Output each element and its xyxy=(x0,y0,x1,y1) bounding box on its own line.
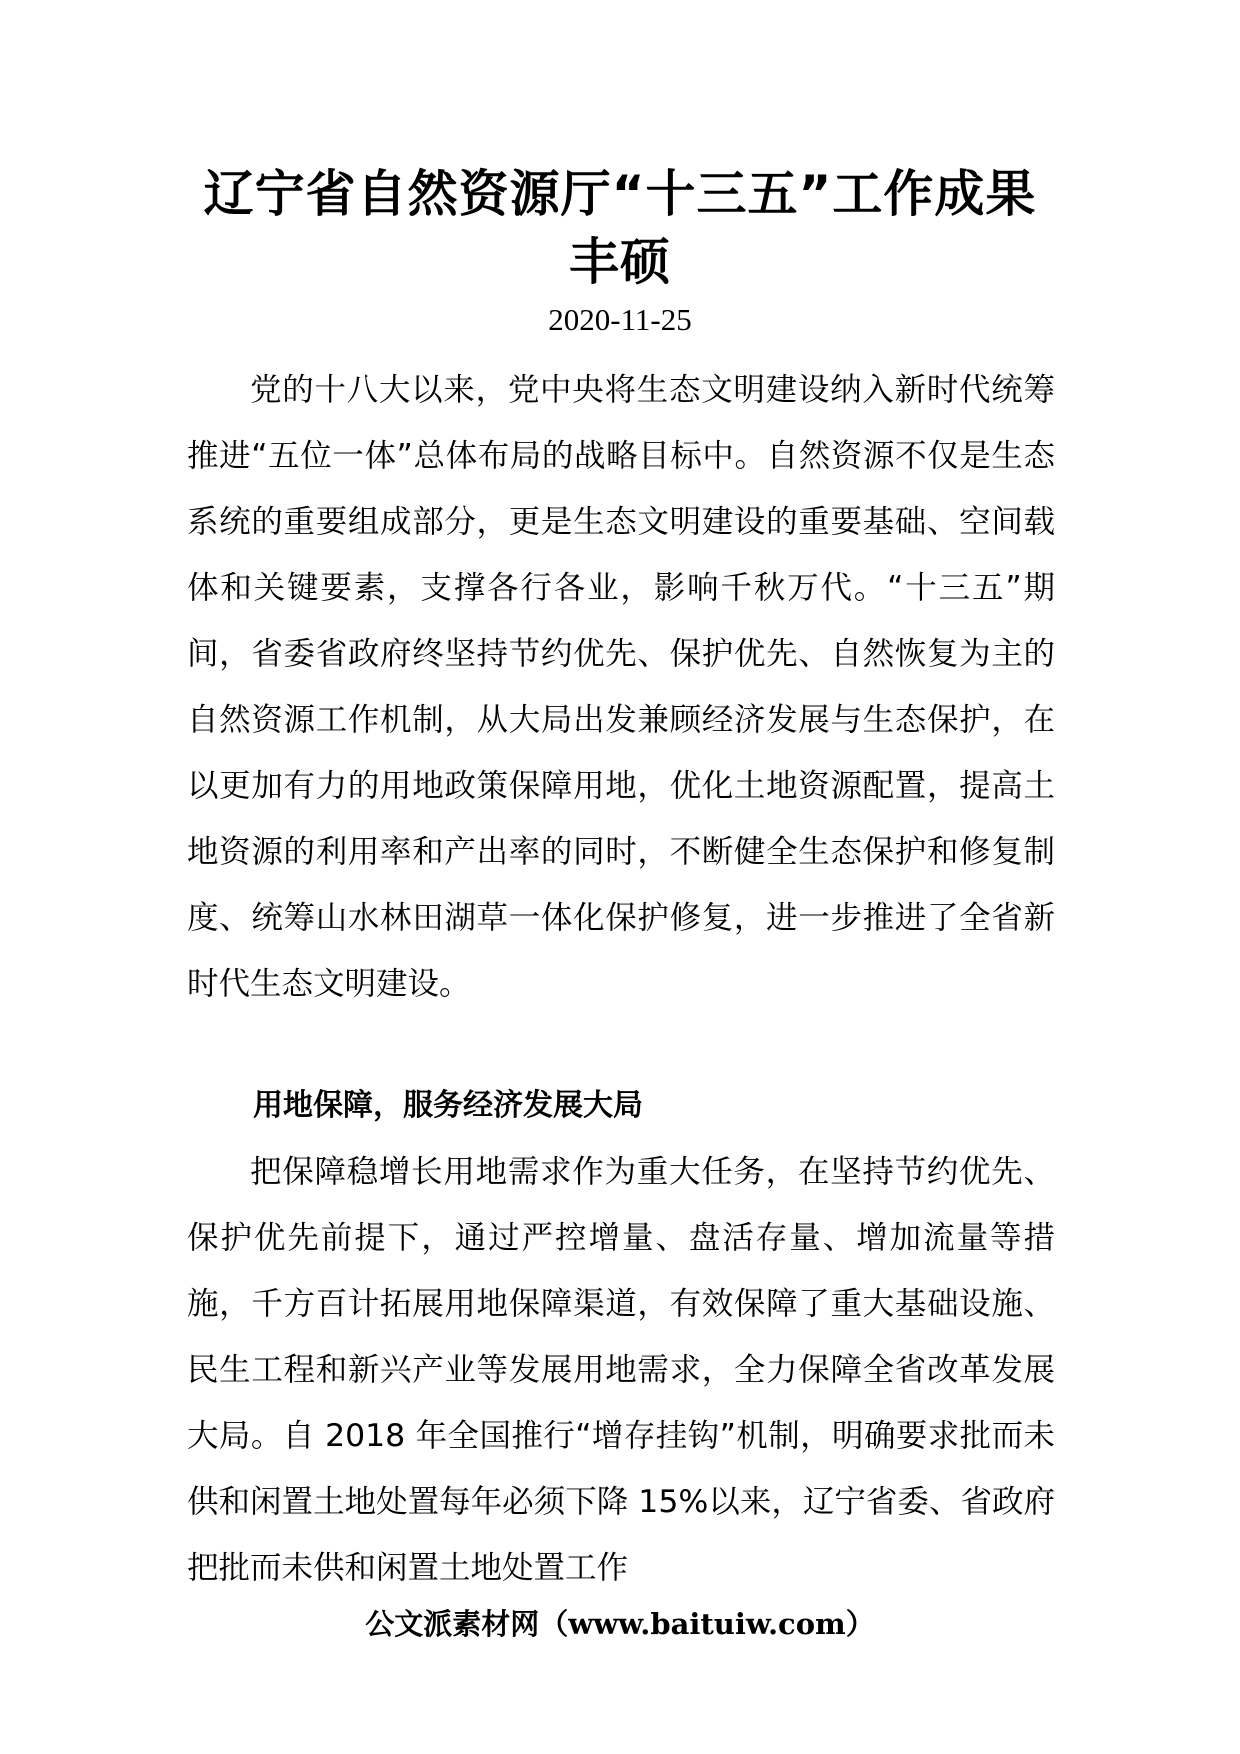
body-paragraph-2 xyxy=(187,1139,1055,1601)
footer-watermark: 公文派素材网（www.baituiw.com） xyxy=(365,1607,875,1641)
paragraph-text: 党的十八大以来，党中央将生态文明建设纳入新时代统筹推进“五位一体”总体布局的战略目标中。自然资源不仅是生态系统的重要组成部分，更是生态文明建设的重要基础、空间载体和关键要素，支撑各行各业，影响千秋万代。“十三五”期间，省委省政府终坚持节约优先、保护优先、自然恢复为主的自然资源工作机制，从大局出发兼顾经济发展与生态保护，在以更加有力的用地政策保障用地，优化土地资源配置，提高土地资源的利用率和产出率的同时，不断健全生态保护和修复制度、统筹山水林田湖草一体化保护修复，进一步推进了全省新时代生态文明建设。 xyxy=(187,372,1055,1002)
body-paragraph-1 xyxy=(187,357,1055,1017)
section-heading: 用地保障，服务经济发展大局 xyxy=(253,1088,643,1123)
paragraph-text: 把保障稳增长用地需求作为重大任务，在坚持节约优先、保护优先前提下，通过严控增量、盘活存量、增加流量等措施，千方百计拓展用地保障渠道，有效保障了重大基础设施、民生工程和新兴产业等发展用地需求，全力保障全省改革发展大局。自 2018 年全国推行“增存挂钩”机制，明确要求批而未供和闲置土地处置每年必须下降 15%以来，辽宁省委、省政府把批而未供和闲置土地处置工作 xyxy=(187,1154,1055,1586)
document-title: 辽宁省自然资源厅“十三五”工作成果丰硕 xyxy=(203,165,1037,291)
document-date: 2020-11-25 xyxy=(548,302,692,337)
